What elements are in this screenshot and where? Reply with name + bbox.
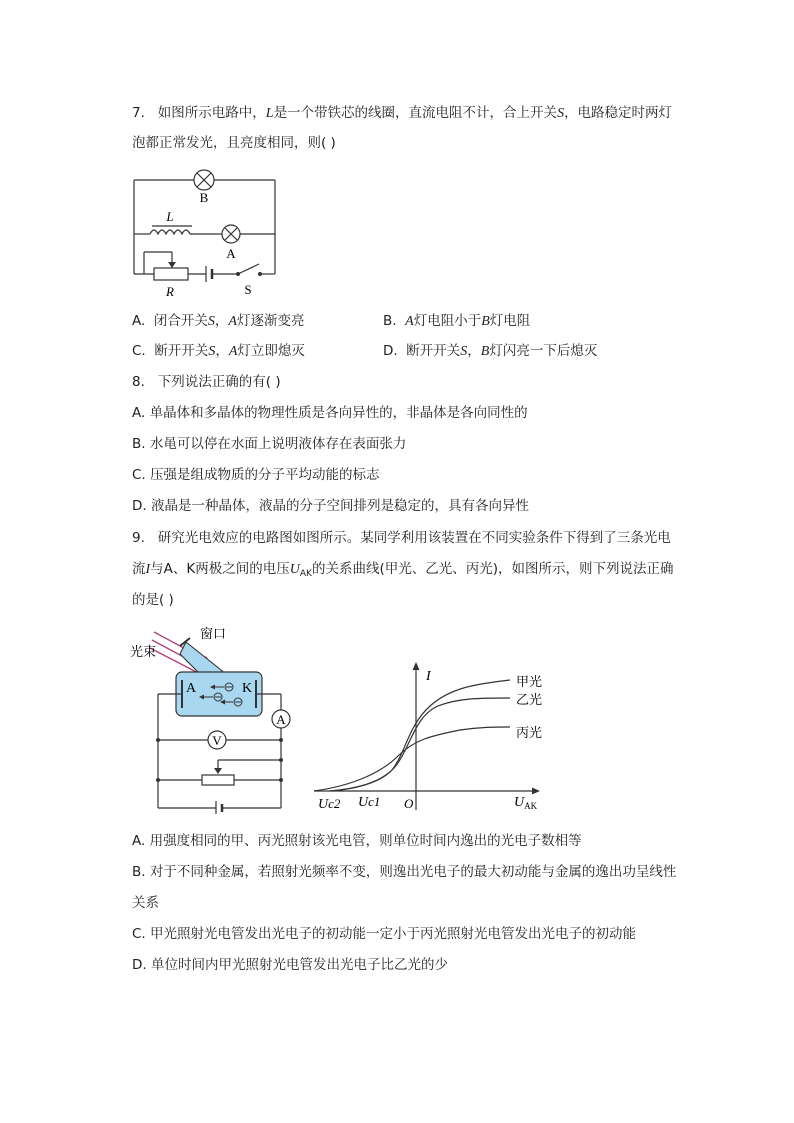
q9-fig-beam-label: 光束	[130, 645, 157, 660]
q7-fig-label-R: R	[166, 284, 174, 299]
q9-fig-anode-label: A	[186, 681, 197, 696]
q9-fig-voltmeter-label: V	[212, 733, 222, 748]
q7-stem-text: 是一个带铁芯的线圈，直流电阻不计，合上开关	[273, 105, 558, 121]
q8-option-A: A. 单晶体和多晶体的物理性质是各向异性的，非晶体是各向同性的	[132, 405, 528, 421]
q7-option-C	[132, 342, 305, 361]
option-var: S	[460, 344, 468, 359]
q9-fig-ammeter-label: A	[276, 712, 286, 727]
q9-graph-x-label: $U_{AK}$	[514, 795, 538, 811]
q7-option-B	[383, 312, 530, 331]
q9-fig-window-label: 窗口	[200, 627, 227, 642]
q9-graph-origin-label: O	[404, 796, 414, 811]
q8-option-D: D. 液晶是一种晶体，液晶的分子空间排列是稳定的，具有各向异性	[132, 498, 529, 514]
q9-graph-curve3-label: 丙光	[516, 726, 543, 741]
option-text: ，	[215, 343, 229, 359]
q8-option-B: B. 水黾可以停在水面上说明液体存在表面张力	[132, 436, 407, 452]
q7-option-A	[132, 312, 304, 331]
q9-option-B-line1: B. 对于不同种金属，若照射光频率不变，则逸出光电子的最大初动能与金属的逸出功呈线性	[132, 864, 677, 880]
q9-graph-curve1-label: 甲光	[516, 675, 543, 690]
option-text: 灯立即熄灭	[237, 343, 305, 359]
q9-graph-y-label: I	[426, 669, 431, 684]
option-text: ，	[467, 343, 481, 359]
q7-circuit-figure	[126, 166, 286, 302]
q9-phototube-circuit-figure	[128, 620, 298, 814]
q7-stem-var-L: L	[265, 106, 274, 121]
option-text: 灯电阻小于	[413, 313, 482, 329]
q9-stem-text: 与A、K两极之间的电压	[150, 561, 290, 577]
option-text: 断开开关	[154, 343, 209, 359]
q9-option-C: C. 甲光照射光电管发出光电子的初动能一定小于丙光照射光电管发出光电子的初动能	[132, 926, 637, 942]
q7-fig-label-S: S	[244, 282, 252, 297]
option-text: 灯闪亮一下后熄灭	[489, 343, 598, 359]
q8-stem-text: 下列说法正确的有( )	[157, 374, 281, 390]
q7-fig-label-A: A	[226, 246, 236, 261]
option-text: 灯逐渐变亮	[236, 313, 305, 329]
q7-fig-label-L: L	[166, 209, 174, 224]
q9-var-U: U	[289, 562, 300, 577]
option-prefix: B.	[383, 313, 397, 329]
q9-option-B-line2: 关系	[132, 895, 159, 911]
q7-stem-line1	[132, 104, 672, 123]
q9-stem-line2	[132, 560, 674, 583]
option-text: 闭合开关	[153, 313, 208, 329]
option-var: A	[405, 314, 414, 329]
option-var: S	[207, 314, 215, 329]
q9-var-I: I	[145, 562, 151, 577]
q9-stem-line3: 的是( )	[132, 592, 174, 608]
q7-stem-text: ，电路稳定时两灯	[564, 105, 673, 121]
option-var: B	[481, 314, 490, 329]
q9-graph-uc1-label: Uc1	[358, 794, 381, 810]
q8-stem	[132, 373, 281, 391]
q9-graph-uc2-label: Uc2	[318, 796, 341, 812]
option-var: B	[480, 344, 490, 359]
option-text: 断开开关	[406, 343, 461, 359]
q9-option-A: A. 用强度相同的甲、丙光照射该光电管，则单位时间内逸出的光电子数相等	[132, 833, 582, 849]
q9-stem-line1	[132, 529, 671, 547]
q9-iu-curves-figure	[310, 660, 560, 816]
q9-option-D: D. 单位时间内甲光照射光电管发出光电子比乙光的少	[132, 957, 448, 973]
q9-stem-text: 的关系曲线(甲光、乙光、丙光)，如图所示，则下列说法正确	[311, 561, 674, 577]
option-prefix: A.	[132, 313, 146, 329]
q9-var-U-sub: AK	[299, 569, 312, 579]
q7-stem-line2: 泡都正常发光，且亮度相同，则( )	[132, 135, 336, 151]
q7-stem-var-S: S	[557, 106, 565, 121]
option-var: S	[208, 344, 216, 359]
q9-stem-text: 研究光电效应的电路图如图所示。某同学利用该装置在不同实验条件下得到了三条光电	[157, 530, 671, 546]
option-text: 灯电阻	[489, 313, 531, 329]
option-prefix: D.	[383, 343, 398, 359]
q9-fig-cathode-label: K	[242, 681, 253, 696]
option-var: A	[228, 344, 238, 359]
q7-stem-text: 如图所示电路中，	[157, 105, 266, 121]
option-text: ，	[214, 313, 229, 329]
q9-graph-curve2-label: 乙光	[516, 693, 543, 708]
option-prefix: C.	[132, 343, 146, 359]
q9-number: 9.	[132, 530, 145, 546]
option-var: A	[228, 314, 237, 329]
q8-option-C: C. 压强是组成物质的分子平均动能的标志	[132, 467, 380, 483]
q8-number: 8.	[132, 374, 145, 390]
q7-option-D	[383, 342, 597, 361]
q9-stem-text: 流	[132, 561, 146, 577]
q7-fig-label-B: B	[199, 190, 209, 205]
q7-number: 7.	[132, 105, 145, 121]
